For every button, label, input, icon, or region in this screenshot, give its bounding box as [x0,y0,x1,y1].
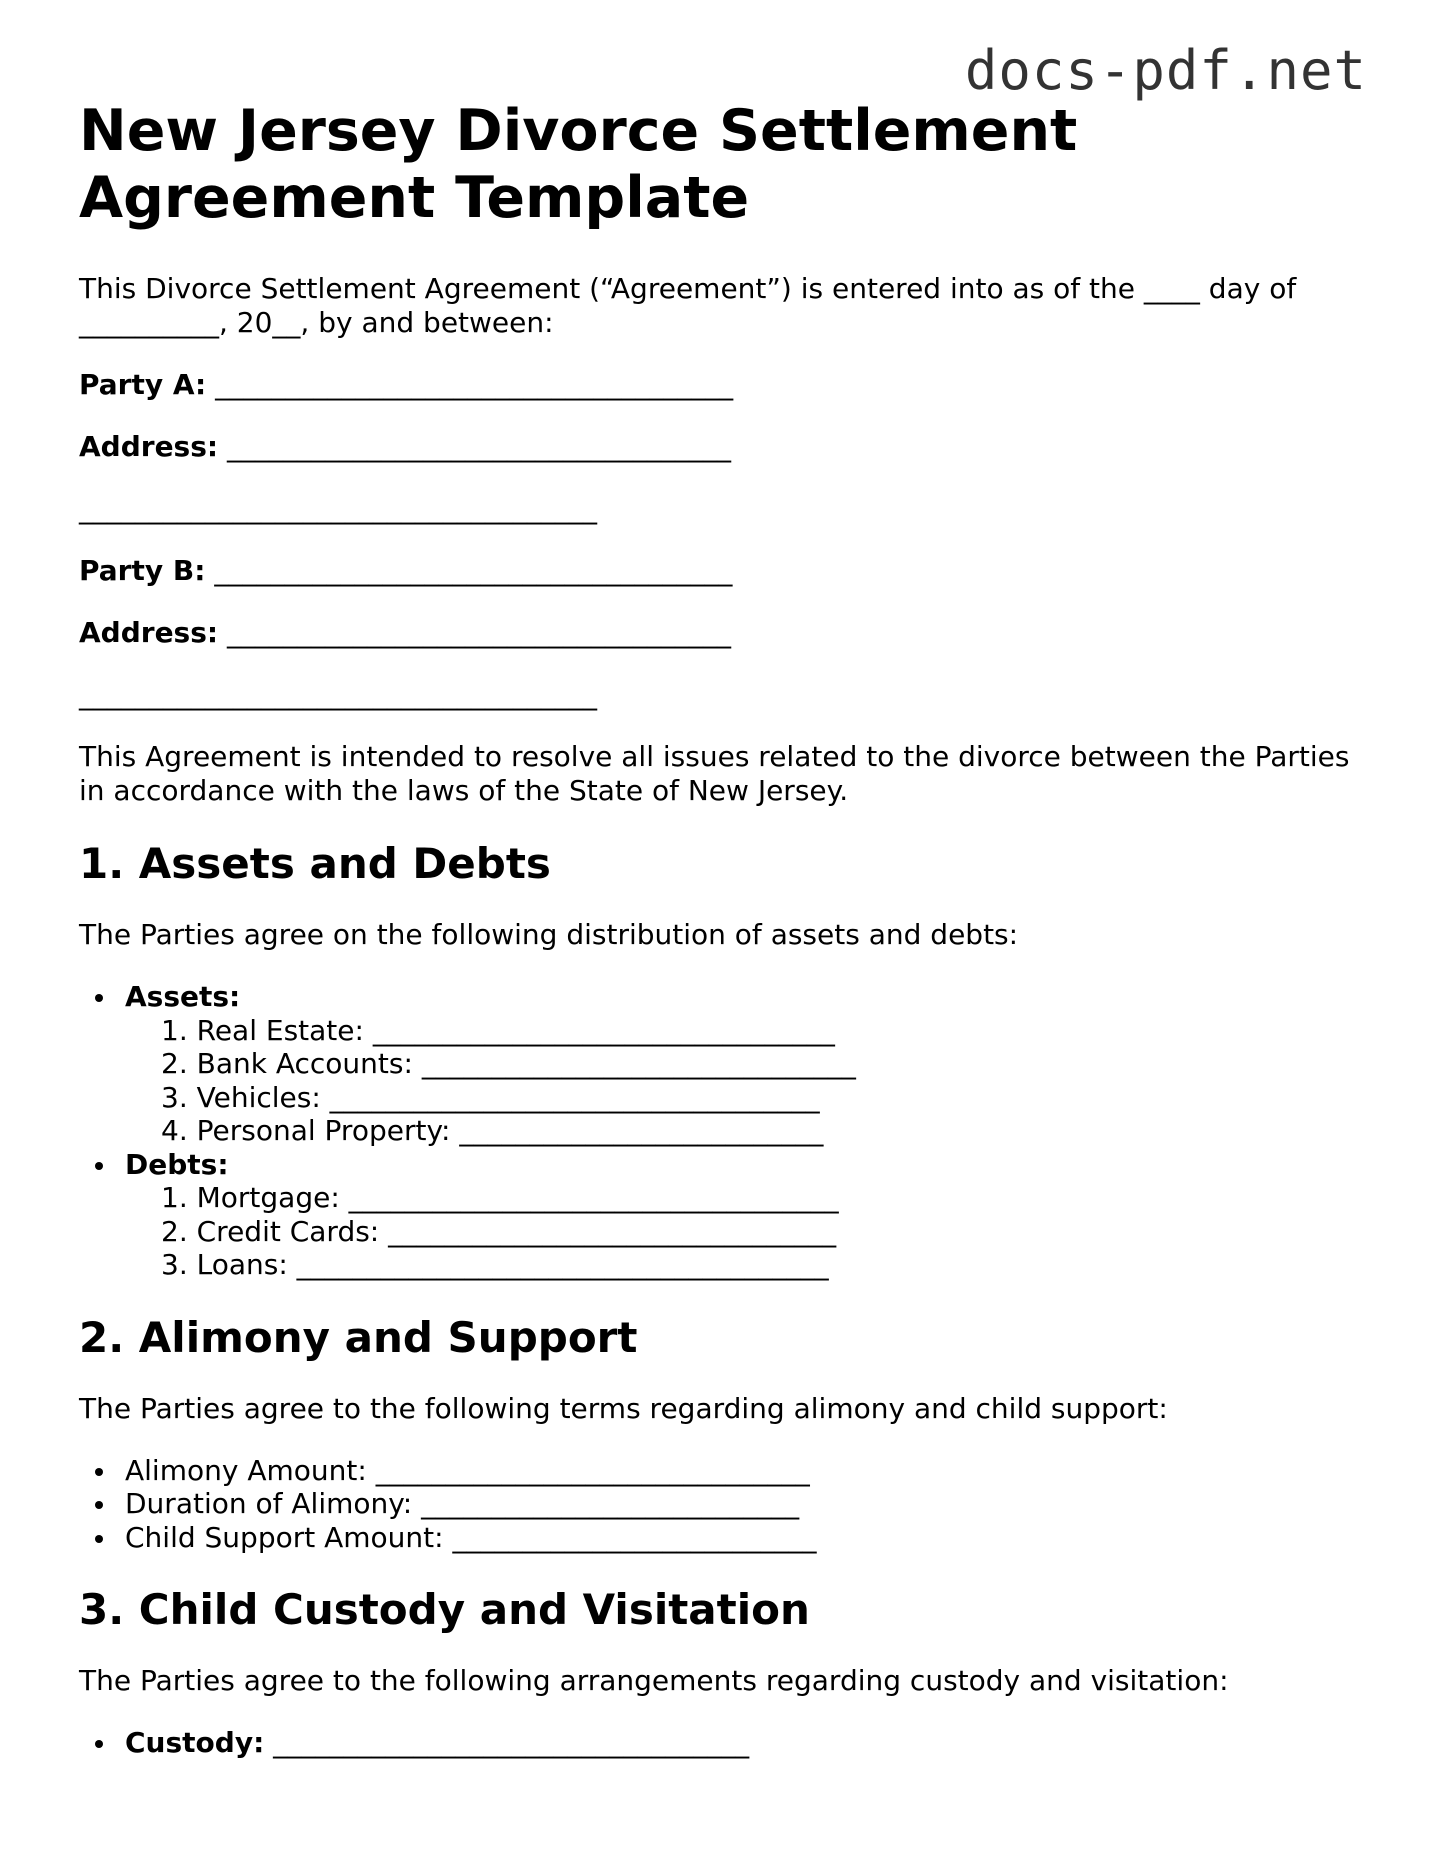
section-3-list [79,1726,1369,1760]
debts-item [125,1148,1369,1282]
list-item[interactable]: 4. Personal Property: __________________________ [161,1114,824,1147]
party-a-address-label: Address: [79,430,219,463]
party-b-address-label: Address: [79,616,219,649]
section-2-list [79,1454,1369,1555]
list-item[interactable]: 2. Bank Accounts: _______________________________ [161,1047,856,1080]
document-title: New Jersey Divorce Settlement Agreement Template [79,98,1078,231]
section-1-heading: 1. Assets and Debts [79,839,551,888]
debts-sublist [125,1181,1369,1282]
custody-blank[interactable]: __________________________________ [273,1726,750,1759]
custody-label: Custody: [125,1726,265,1759]
section-2-lead: The Parties agree to the following terms regarding alimony and child support: [79,1391,1168,1425]
list-item[interactable]: 3. Loans: ______________________________________ [161,1248,829,1281]
debts-label: Debts: [125,1147,229,1181]
watermark: docs-pdf.net [964,39,1367,102]
purpose-paragraph: This Agreement is intended to resolve all issues related to the divorce between the Parties in accordance with the laws of the State of New Jersey. [79,740,1350,807]
list-item[interactable]: Child Support Amount: __________________________ [125,1521,1369,1555]
list-item[interactable]: Duration of Alimony: ___________________________ [125,1487,1369,1521]
assets-label: Assets: [125,980,241,1013]
list-item[interactable]: 3. Vehicles: ___________________________________ [161,1080,820,1114]
party-b-label: Party B: [79,554,206,587]
custody-item [125,1726,1369,1760]
party-b-blank[interactable]: _____________________________________ [214,554,733,587]
party-a-address-line2[interactable]: _____________________________________ [79,492,597,525]
party-a-label: Party A: [79,368,207,401]
party-b-address-field [79,616,1369,650]
list-item[interactable]: Alimony Amount: _______________________________ [125,1454,1369,1488]
party-a-address-blank[interactable]: ____________________________________ [227,430,731,463]
party-b-field [79,554,1369,588]
party-a-field [79,368,1369,402]
section-3-heading: 3. Child Custody and Visitation [79,1585,810,1634]
party-a-blank[interactable]: _____________________________________ [215,368,734,401]
list-item[interactable]: 2. Credit Cards: ________________________________ [161,1214,837,1248]
party-b-address-line2[interactable]: _____________________________________ [79,678,597,711]
section-1-lead: The Parties agree on the following distribution of assets and debts: [79,918,1019,951]
intro-paragraph: This Divorce Settlement Agreement (“Agreement”) is entered into as of the ____ day of __________, 20__, by and between: [79,272,1297,339]
list-item[interactable]: 1. Real Estate: _________________________________ [161,1013,835,1047]
document-page [79,98,1369,1790]
section-1-list [79,980,1369,1282]
section-3-lead: The Parties agree to the following arrangements regarding custody and visitation: [79,1664,1229,1697]
party-b-address-blank[interactable]: ____________________________________ [227,616,731,649]
list-item[interactable]: 1. Mortgage: ___________________________________ [161,1181,839,1214]
section-2-heading: 2. Alimony and Support [79,1312,638,1362]
assets-item [125,980,1369,1148]
assets-sublist [125,1014,1369,1148]
party-a-address-field [79,430,1369,464]
